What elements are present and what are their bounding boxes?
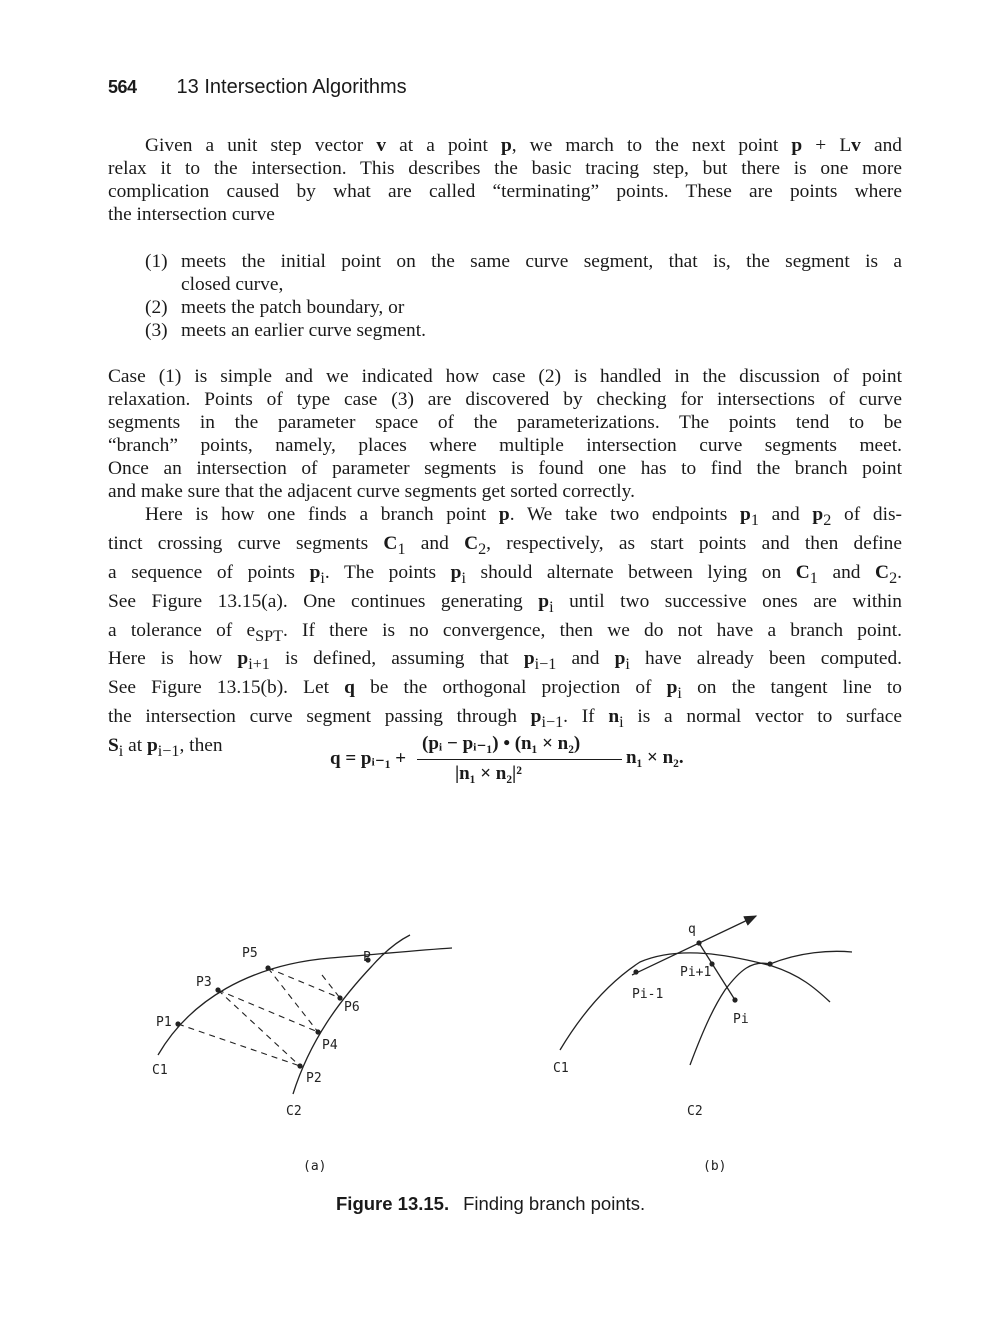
figure-13-15 (0, 880, 1008, 1195)
label-p: P (363, 950, 371, 965)
point-p3 (215, 987, 220, 992)
fraction-bar (417, 759, 622, 760)
text-line: Here is how $p_{i+1}$ is defined, assuming that $p_{i-1}$ and $p_i$ have already been computed. (108, 648, 903, 674)
dash-p3-p2 (218, 990, 300, 1066)
list-item-text: closed curve, (181, 274, 284, 295)
label-p3: P3 (196, 975, 212, 990)
text-line: complication caused by what are called “terminating” points. These are points where (108, 181, 902, 202)
label-pi-minus-1: Pi-1 (632, 987, 664, 1002)
point-branch (767, 961, 772, 966)
text-line: and make sure that the adjacent curve segments get sorted correctly. (108, 481, 635, 502)
dash-p5-p4 (268, 968, 318, 1032)
list-item-number: (2) (145, 297, 168, 318)
panel-b-labels (553, 922, 749, 1174)
label-c2: C2 (286, 1104, 302, 1119)
text-line: relaxation. Points of type case (3) are discovered by checking for intersections of curve (108, 389, 902, 410)
equation-numerator: (pᵢ − pᵢ₋₁) • (n₁ × n₂) (422, 733, 581, 754)
equation-rhs: n₁ × n₂. (626, 747, 684, 768)
label-c2: C2 (687, 1104, 703, 1119)
dash-p5-p6 (268, 968, 340, 998)
label-c1: C1 (152, 1063, 168, 1078)
point-p4 (315, 1029, 320, 1034)
list-item (145, 296, 902, 319)
dash-p1-p2 (178, 1024, 300, 1066)
label-pi-plus-1: Pi+1 (680, 965, 712, 980)
paragraph-1 (108, 134, 902, 226)
chapter-title: 13 Intersection Algorithms (176, 76, 407, 98)
list-item (145, 319, 902, 342)
text-line: a sequence of points $p_i$. The points $p_i$ should alternate between lying on $C_1$ and $C_2$. (108, 561, 902, 587)
projection-equation (330, 732, 710, 792)
label-p4: P4 (322, 1038, 338, 1053)
text-line: the intersection curve segment passing through $p_{i-1}$. If $n_i$ is a normal vector to surface (108, 706, 902, 731)
page-number: 564 (108, 77, 137, 97)
list-item-text: meets the patch boundary, or (181, 297, 405, 318)
label-p1: P1 (156, 1015, 172, 1030)
text-line: See Figure 13.15(a). One continues generating $p_i$ until two successive ones are within (108, 590, 902, 616)
list-item-number: (3) (145, 320, 168, 341)
text-line: “branch” points, namely, places where multiple intersection curve segments meet. (108, 435, 902, 456)
label-p5: P5 (242, 946, 258, 961)
figure-diagram (0, 880, 1008, 1190)
label-pi: Pi (733, 1012, 749, 1027)
paragraph-2 (108, 365, 902, 503)
point-p2 (297, 1063, 302, 1068)
equation-lhs: q = pᵢ₋₁ + (330, 748, 407, 769)
panel-a (158, 935, 452, 1094)
text-line: Given a unit step vector v at a point p, we march to the next point p + Lv and (145, 135, 902, 156)
terminating-cases-list (145, 250, 902, 342)
label-q: q (688, 922, 696, 937)
dash-p3-p4 (218, 990, 318, 1032)
caption-text: Finding branch points. (463, 1193, 646, 1214)
list-item-number: (1) (145, 251, 168, 272)
figure-caption (336, 1193, 645, 1215)
text-line: Case (1) is simple and we indicated how case (2) is handled in the discussion of point (108, 366, 902, 387)
text-line: $S_i$ at $p_{i-1}$, then (108, 735, 223, 760)
list-item (145, 250, 902, 296)
curve-c1 (158, 948, 452, 1055)
panel-a-labels (152, 946, 371, 1174)
panel-b (560, 916, 852, 1065)
text-line: tinct crossing curve segments $C_1$ and $C_2$, respectively, as start points and then define (108, 532, 902, 558)
running-head (108, 76, 407, 99)
sublabel-b: (b) (703, 1159, 727, 1174)
label-c1: C1 (553, 1061, 569, 1076)
equation-denominator: |n₁ × n₂|² (455, 763, 522, 784)
point-p5 (265, 965, 270, 970)
caption-label: Figure 13.15. (336, 1193, 450, 1214)
text-line: Once an intersection of parameter segments is found one has to find the branch point (108, 458, 902, 479)
point-pi-minus-1 (633, 969, 638, 974)
text-line: segments in the parameter space of the parameterizations. The points tend to be (108, 412, 902, 433)
text-line: the intersection curve (108, 204, 275, 225)
text-line: a tolerance of $e_{SPT}$. If there is no convergence, then we do not have a branch point. (108, 619, 902, 645)
text-line: See Figure 13.15(b). Let q be the orthogonal projection of $p_i$ on the tangent line to (108, 677, 902, 703)
label-p6: P6 (344, 1000, 360, 1015)
paragraph-3 (108, 503, 902, 763)
label-p2: P2 (306, 1071, 322, 1086)
point-q (696, 940, 701, 945)
point-p1 (175, 1021, 180, 1026)
sublabel-a: (a) (303, 1159, 327, 1174)
point-p6 (337, 995, 342, 1000)
text-line: Here is how one finds a branch point p. We take two endpoints $p_1$ and $p_2$ of dis- (145, 504, 902, 529)
list-item-text: meets the initial point on the same curve segment, that is, the segment is a (181, 251, 902, 272)
point-pi (732, 997, 737, 1002)
list-item-text: meets an earlier curve segment. (181, 320, 426, 341)
text-line: relax it to the intersection. This describes the basic tracing step, but there is one more (108, 158, 902, 179)
